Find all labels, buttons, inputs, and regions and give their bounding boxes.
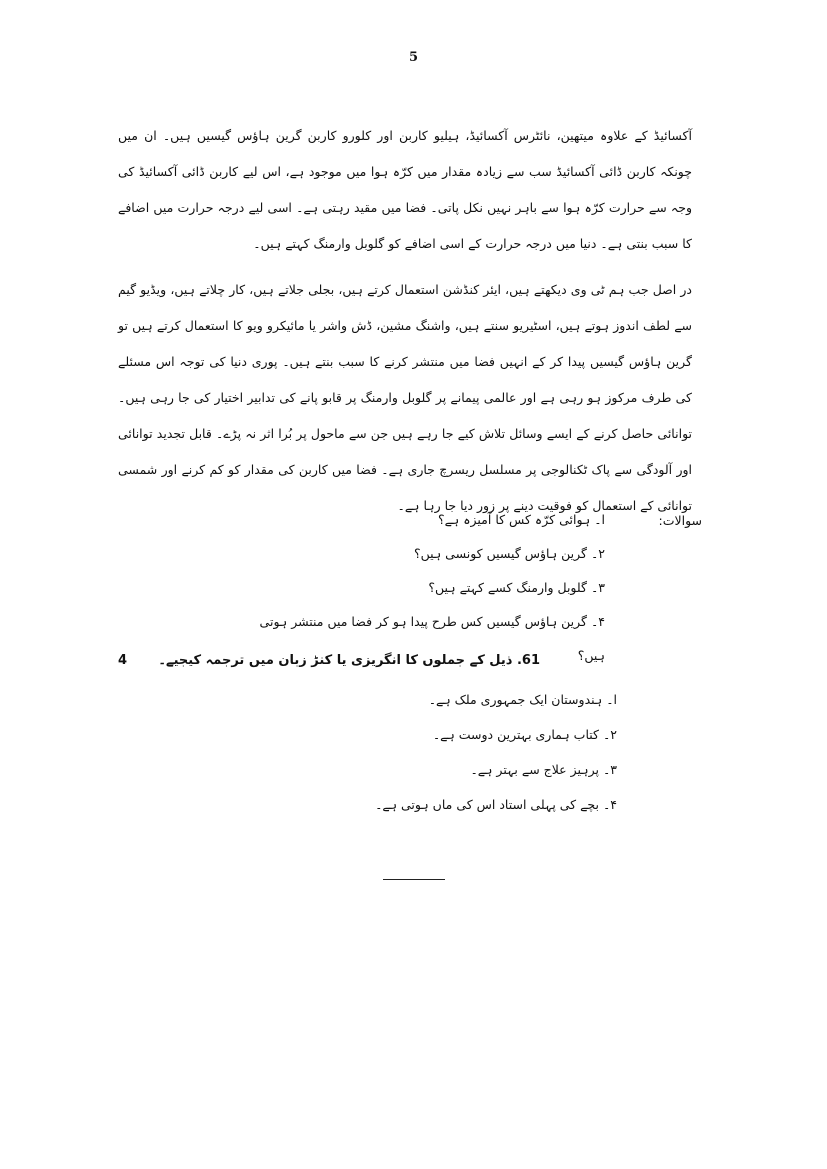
questions-label: سوالات: bbox=[658, 513, 702, 528]
question-item: ۳۔ گلوبل وارمنگ کسے کہتے ہیں؟ bbox=[428, 580, 605, 595]
section-heading: 61. ذیل کے جملوں کا انگریزی یا کنڑ زبان میں ترجمہ کیجیے۔ bbox=[158, 653, 540, 668]
end-divider bbox=[383, 879, 445, 880]
sentences-list bbox=[257, 682, 617, 822]
passage-paragraph-2: در اصل جب ہم ٹی وی دیکھتے ہیں، ایئر کنڈشن استعمال کرتے ہیں، بجلی جلاتے ہیں، کار چلاتے ہیں، ویڈیو گیم سے لطف اندوز ہوتے ہیں، اسٹیریو سنتے ہیں، واشنگ مشین، ڈش واشر یا مائیکرو ویو کا استعمال کرتے ہیں تو گرین ہاؤس گیسیں پیدا کر کے انہیں فضا میں منتشر کرنے کا سبب بنتے ہیں۔ پوری دنیا کی توجہ اس مسئلے کی طرف مرکوز ہو رہی ہے اور عالمی پیمانے پر گلوبل وارمنگ پر قابو پانے کی تدابیر اختیار کی جا رہی ہیں۔ توانائی حاصل کرنے کے ایسے وسائل تلاش کیے جا رہے ہیں جن سے ماحول پر بُرا اثر نہ پڑے۔ قابل تجدید توانائی اور آلودگی سے پاک ٹکنالوجی پر مسلسل ریسرچ جاری ہے۔ فضا میں کاربن کی مقدار کو کم کرنے اور شمسی توانائی کے استعمال کو فوقیت دینے پر زور دیا جا رہا ہے۔ bbox=[118, 282, 692, 513]
section-heading-row bbox=[118, 644, 690, 678]
sentence-item: ۴۔ بچے کی پہلی استاد اس کی ماں ہوتی ہے۔ bbox=[375, 797, 617, 812]
passage-paragraph-1: آکسائیڈ کے علاوہ میتھین، نائٹرس آکسائیڈ، ہیلیو کاربن اور کلورو کاربن گرین ہاؤس گیسیں ہیں۔ ان میں چونکہ کاربن ڈائی آکسائیڈ سب سے زیادہ مقدار میں کرّہ ہوا میں موجود ہے، اس لیے کاربن ڈائی آکسائیڈ کی وجہ سے حرارت کرّہ ہوا سے باہر نہیں نکل پاتی۔ فضا میں مقید رہتی ہے۔ اسی لیے درجہ حرارت میں اضافے کا سبب بنتی ہے۔ دنیا میں درجہ حرارت کے اسی اضافے کو گلوبل وارمنگ کہتے ہیں۔ bbox=[118, 128, 692, 251]
sentence-item: ا۔ ہندوستان ایک جمہوری ملک ہے۔ bbox=[428, 692, 617, 707]
sentence-item: ۲۔ کتاب ہماری بہترین دوست ہے۔ bbox=[432, 727, 617, 742]
question-item: ا۔ ہوائی کرّہ کس کا آمیزہ ہے؟ bbox=[437, 512, 605, 527]
question-item: ۲۔ گرین ہاؤس گیسیں کونسی ہیں؟ bbox=[413, 546, 605, 561]
page-number: 5 bbox=[408, 50, 419, 65]
question-item: ۴۔ گرین ہاؤس گیسیں کس طرح پیدا ہو کر فضا میں منتشر ہوتی ہیں؟ bbox=[259, 614, 605, 663]
section-marks: 4 bbox=[118, 653, 128, 668]
sentence-item: ۳۔ پرہیز علاج سے بہتر ہے۔ bbox=[470, 762, 617, 777]
